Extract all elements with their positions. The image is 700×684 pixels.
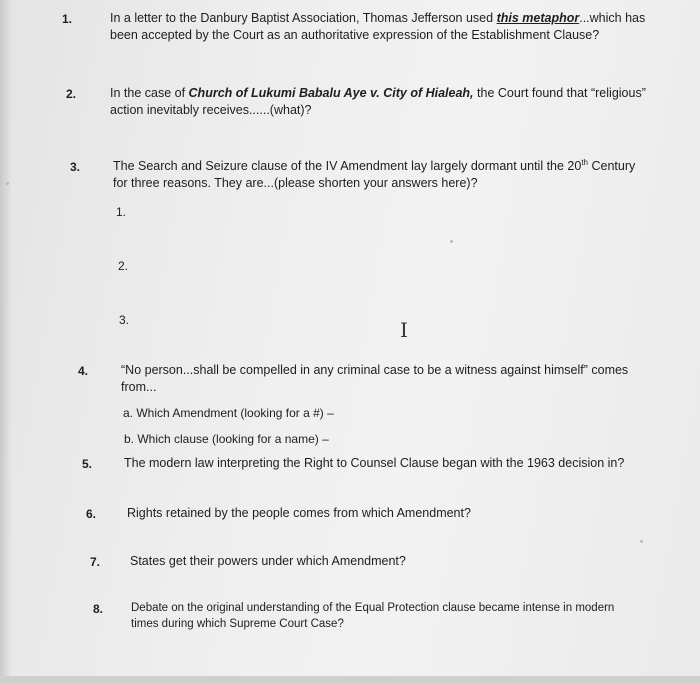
question-8-line-2: times during which Supreme Court Case? xyxy=(131,618,344,630)
question-2-line-2: action inevitably receives......(what)? xyxy=(110,103,312,117)
paper-speck xyxy=(450,240,453,243)
text-cursor-icon: I xyxy=(400,318,408,342)
question-5-line-1: The modern law interpreting the Right to Counsel Clause began with the 1963 decision in? xyxy=(124,456,625,470)
question-8-line-1: Debate on the original understanding of the Equal Protection clause became intense in modern xyxy=(131,602,615,614)
question-7-number: 7. xyxy=(90,555,101,569)
question-6-line-1: Rights retained by the people comes from which Amendment? xyxy=(127,506,471,520)
page-bottom-edge xyxy=(0,676,700,684)
page-shadow xyxy=(0,0,12,684)
question-4-part-a: a. Which Amendment (looking for a #) – xyxy=(123,406,334,420)
question-6-number: 6. xyxy=(86,507,97,521)
question-4-line-1: “No person...shall be compelled in any criminal case to be a witness against himself” comes xyxy=(121,363,629,377)
question-3-number: 3. xyxy=(70,160,81,174)
question-8-number: 8. xyxy=(93,602,104,616)
question-3-sub-1: 1. xyxy=(116,205,127,219)
paper-speck xyxy=(640,540,643,543)
question-3-line-1: The Search and Seizure clause of the IV Amendment lay largely dormant until the 20th Century xyxy=(113,157,636,173)
question-1-line-2: been accepted by the Court as an authoritative expression of the Establishment Clause? xyxy=(110,28,600,42)
question-4-line-2: from... xyxy=(121,380,157,394)
question-3-line-2: for three reasons. They are...(please shorten your answers here)? xyxy=(113,176,478,190)
question-1-line-1: In a letter to the Danbury Baptist Association, Thomas Jefferson used this metaphor...which has xyxy=(110,11,646,25)
question-4-part-b: b. Which clause (looking for a name) – xyxy=(124,432,329,446)
paper-speck xyxy=(6,182,9,185)
question-4-number: 4. xyxy=(78,364,89,378)
question-7-line-1: States get their powers under which Amendment? xyxy=(130,554,406,568)
question-2-line-1: In the case of Church of Lukumi Babalu Aye v. City of Hialeah, the Court found that “religious” xyxy=(110,86,646,100)
question-2-number: 2. xyxy=(66,87,77,101)
question-1-number: 1. xyxy=(62,12,73,26)
question-3-sub-2: 2. xyxy=(118,259,129,273)
question-5-number: 5. xyxy=(82,457,93,471)
question-3-sub-3: 3. xyxy=(119,313,130,327)
